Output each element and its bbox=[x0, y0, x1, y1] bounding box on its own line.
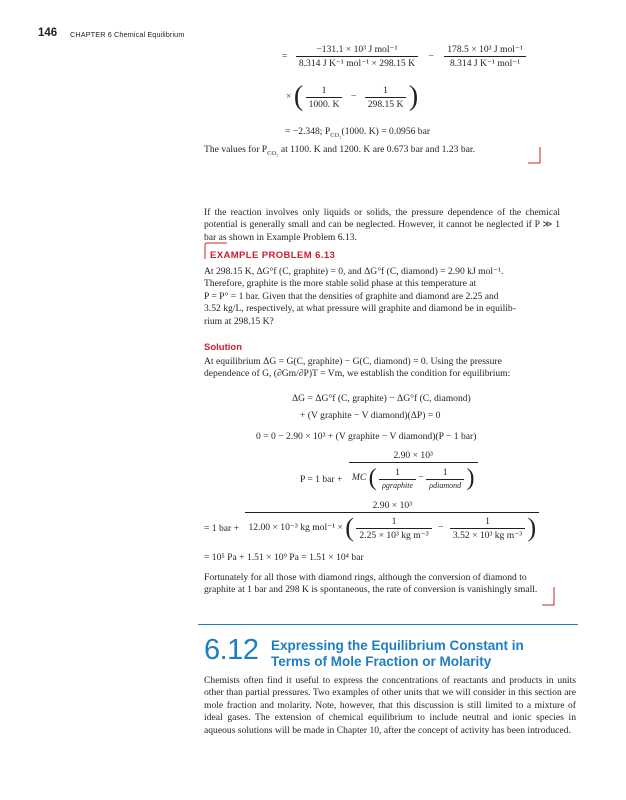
top-calc-result bbox=[285, 126, 430, 137]
result-tail: (1000. K) = 0.0956 bar bbox=[341, 126, 431, 137]
fraction bbox=[296, 44, 418, 69]
fraction-numerator: 1 bbox=[395, 466, 400, 478]
page-number: 146 bbox=[38, 27, 58, 39]
eq4-lhs: P = 1 bar + bbox=[300, 474, 343, 486]
fraction-numerator: 1 bbox=[485, 515, 490, 527]
fraction bbox=[349, 450, 478, 490]
fraction-numerator: 2.90 × 10³ bbox=[372, 500, 413, 511]
values-text: The values for $P_{CO_2}$ at 1100. K and 1200. K are 0.673 bar and 1.23 bar. bbox=[204, 144, 475, 157]
fraction bbox=[306, 85, 343, 110]
minus-sign: − bbox=[428, 50, 434, 62]
result-subscript: CO₂ bbox=[330, 131, 342, 139]
equation-5 bbox=[204, 500, 539, 541]
example-line: P = P° = 1 bar. Given that the densities of graphite and diamond are 2.25 and bbox=[204, 290, 499, 302]
equation-4 bbox=[300, 450, 478, 490]
top-calc-line1 bbox=[282, 44, 526, 69]
eq-sign: = bbox=[282, 50, 288, 62]
example-title: EXAMPLE PROBLEM 6.13 bbox=[210, 250, 336, 261]
end-mark-icon bbox=[527, 146, 541, 164]
example-body bbox=[204, 266, 564, 328]
section-number: 6.12 bbox=[204, 634, 259, 666]
paragraph-liquids: If the reaction involves only liquids or solids, the pressure dependence of the chemical potential is generally small and can be neglected. However, it cannot be neglected if P ≫ 1 bar as shown in Example Problem 6.13. bbox=[204, 207, 560, 243]
fraction-denominator: ρgraphite bbox=[379, 479, 416, 490]
fraction-denominator: 1000. K bbox=[306, 97, 343, 110]
fraction-numerator: −131.1 × 10³ J mol⁻¹ bbox=[316, 44, 398, 55]
section-body: Chemists often find it useful to express the concentrations of reactants and products in units other than partial pressures. Two examples of other units that we will consider in this section are mole fraction and molarity. Note, however, that this discussion is still limited to a mixture of ideal gases. The extension of chemical equilibrium to include neutral and ionic species in aqueous solutions will be made in Chapter 10, after the concept of activity has been introduced. bbox=[204, 675, 576, 736]
fraction-denominator: 8.314 J K⁻¹ mol⁻¹ bbox=[444, 56, 526, 69]
equation-1: ΔG = ΔG°f (C, graphite) − ΔG°f (C, diamond) bbox=[292, 393, 471, 404]
fraction-denominator: 3.52 × 10³ kg m⁻³ bbox=[450, 528, 525, 541]
top-calc-line2 bbox=[286, 83, 418, 111]
equation-2: + (V graphite − V diamond)(ΔP) = 0 bbox=[300, 410, 441, 421]
fraction-numerator: 1 bbox=[383, 84, 388, 96]
section-title bbox=[271, 638, 571, 670]
example-line: rium at 298.15 K? bbox=[204, 315, 274, 327]
molar-mass: MC bbox=[351, 472, 367, 484]
eq5-lhs: = 1 bar + bbox=[204, 522, 240, 534]
fraction-denominator: 298.15 K bbox=[365, 97, 407, 110]
fraction-numerator: 1 bbox=[391, 515, 397, 527]
fraction bbox=[426, 467, 464, 490]
section-rule bbox=[198, 624, 578, 625]
fraction bbox=[444, 44, 526, 69]
fraction-numerator: 1 bbox=[321, 84, 327, 96]
solution-title: Solution bbox=[204, 342, 242, 353]
fraction-numerator: 178.5 × 10³ J mol⁻¹ bbox=[447, 44, 523, 55]
co2-subscript: CO₂ bbox=[267, 149, 279, 157]
fraction-numerator: 1 bbox=[442, 466, 448, 478]
end-mark-icon bbox=[541, 586, 555, 606]
fraction-numerator: 2.90 × 10³ bbox=[393, 450, 433, 461]
solution-intro bbox=[204, 356, 574, 381]
solution-line: At equilibrium ΔG = G(C, graphite) − G(C, diamond) = 0. Using the pressure bbox=[204, 356, 502, 367]
fraction-denominator: 12.00 × 10⁻³ kg mol⁻¹ × ( $\frac{1}{\text{2.25 × 10³ kg m⁻³}}$ − $\frac{1}{\text{3.52 × 10³ kg m⁻³}}$ ) bbox=[245, 512, 539, 541]
coefficient: 12.00 × 10⁻³ kg mol⁻¹ × bbox=[248, 522, 343, 534]
left-paren: ( bbox=[293, 81, 304, 112]
fraction-denominator: 2.25 × 10³ kg m⁻³ bbox=[356, 528, 431, 541]
fraction-denominator: ρdiamond bbox=[426, 479, 464, 490]
result-text: = −2.348; P bbox=[285, 126, 331, 137]
fraction bbox=[379, 467, 416, 490]
fraction bbox=[450, 516, 525, 541]
equation-3: 0 = 0 − 2.90 × 10³ + (V graphite − V diamond)(P − 1 bar) bbox=[256, 431, 477, 442]
fraction-denominator: MC ( $\frac{1}{\text{ρgraphite}}$ − $\frac{1}{\text{ρdiamond}}$ ) bbox=[349, 462, 478, 490]
example-line: 3.52 kg/L, respectively, at what pressure will graphite and diamond be in equilib- bbox=[204, 303, 516, 315]
section-title-line: Expressing the Equilibrium Constant in bbox=[271, 638, 524, 653]
solution-line: dependence of G, (∂Gm/∂P)T = Vm, we establish the condition for equilibrium: bbox=[204, 368, 511, 380]
fraction-denominator: 8.314 J K⁻¹ mol⁻¹ × 298.15 K bbox=[296, 56, 418, 69]
chapter-label: CHAPTER 6 Chemical Equilibrium bbox=[70, 30, 185, 39]
right-paren: ) bbox=[408, 81, 419, 112]
equation-6: = 10⁵ Pa + 1.51 × 10⁹ Pa = 1.51 × 10⁴ bar bbox=[204, 552, 364, 563]
section-title-line: Terms of Mole Fraction or Molarity bbox=[271, 654, 492, 669]
fraction bbox=[356, 516, 431, 541]
minus-sign: − bbox=[350, 91, 357, 103]
closing-paragraph: Fortunately for all those with diamond rings, although the conversion of diamond to graphite at 1 bar and 298 K is spontaneous, the rate of conversion is vanishingly small. bbox=[204, 572, 538, 596]
fraction bbox=[245, 500, 539, 541]
example-line: Therefore, graphite is the more stable solid phase at this temperature at bbox=[204, 278, 477, 290]
times-sign: × bbox=[286, 91, 292, 103]
fraction bbox=[365, 85, 407, 110]
example-line: At 298.15 K, ΔG°f (C, graphite) = 0, and ΔG°f (C, diamond) = 2.90 kJ mol⁻¹. bbox=[204, 266, 504, 277]
